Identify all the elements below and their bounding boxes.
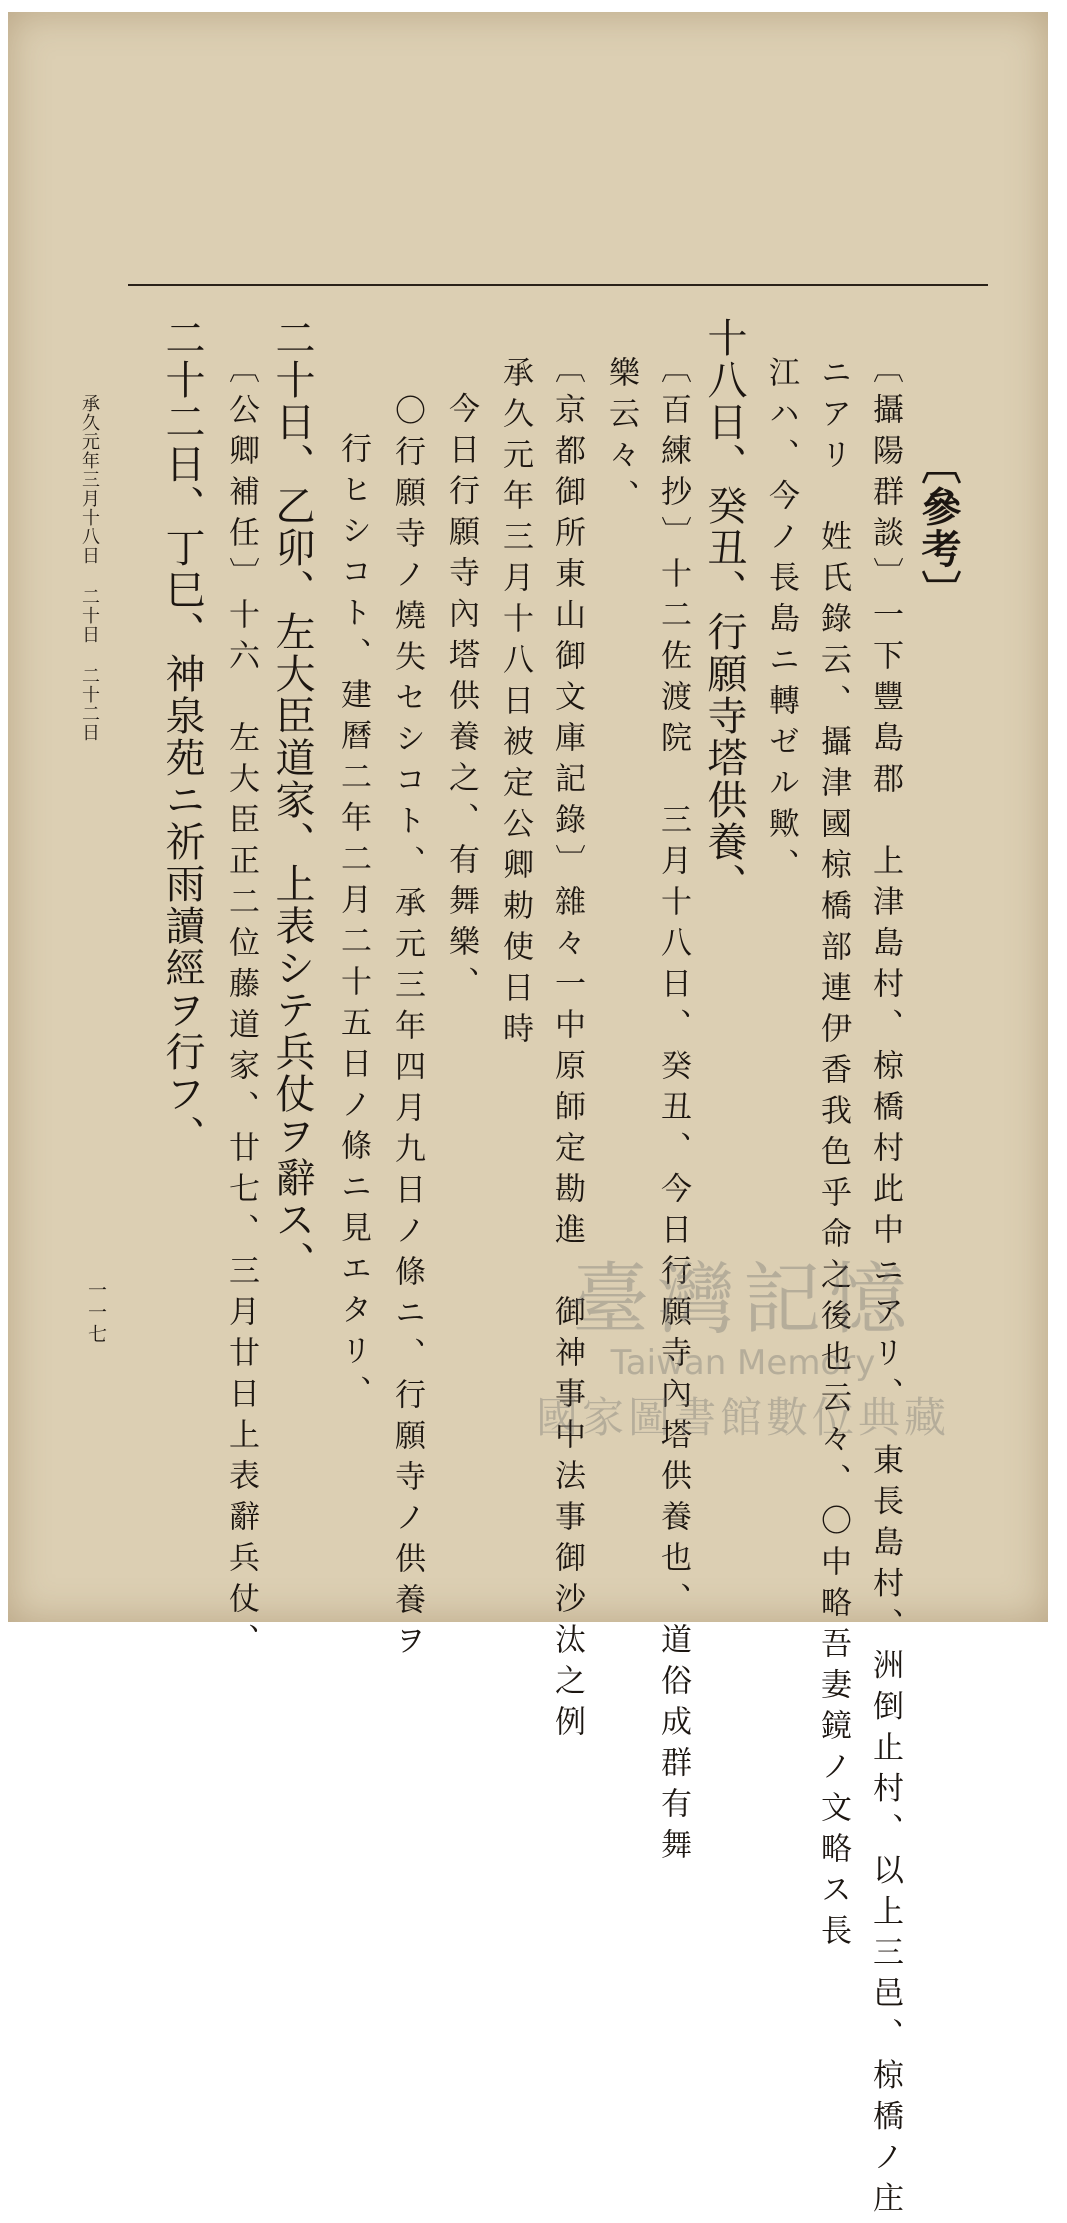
text-column: 〇行願寺ノ燒失セシコト、承元三年四月九日ノ條ニ、行願寺ノ供養ヲ: [389, 394, 425, 1665]
watermark-line: 國家圖書館數位典藏: [535, 1393, 950, 1442]
text-column: 今日行願寺內塔供養之、有舞樂、: [443, 392, 479, 1007]
text-column: 江ハ、今ノ長島ニ轉ゼル歟、: [763, 356, 799, 889]
book-page: [8, 12, 1048, 2223]
text-column: ニアリ 姓氏錄云、攝津國椋橋部連伊香我色乎命之後也云々、〇中略吾妻鏡ノ文略ス長: [815, 356, 851, 1955]
text-column: 〔京都御所東山御文庫記錄〕雜々一中原師定勘進 御神事中法事御沙汰之例: [549, 352, 585, 1746]
page-number: 一一七: [85, 1280, 107, 1346]
entry-heading: 十八日、癸丑、行願寺塔供養、: [701, 317, 747, 905]
text-column: 承久元年三月十八日被定公卿勅使日時: [497, 356, 533, 1053]
watermark: [463, 1237, 1023, 1445]
margin-header: 承久元年三月十八日 二十日 二十二日: [79, 394, 100, 742]
text-column: 行ヒシコト、建曆二年二月二十五日ノ條ニ見エタリ、: [335, 432, 371, 1416]
header-rule: [128, 284, 988, 286]
text-column: 〔百練抄〕十二佐渡院 三月十八日、癸丑、今日行願寺內塔供養也、道俗成群有舞: [655, 352, 691, 1869]
entry-heading: 二十二日、丁巳、神泉苑ニ祈雨讀經ヲ行フ、: [159, 317, 205, 1157]
entry-heading: 二十日、乙卯、左大臣道家、上表シテ兵仗ヲ辭ス、: [269, 317, 315, 1283]
text-column: 樂云々、: [603, 356, 639, 520]
text-column: 〔攝陽群談〕一下豐島郡 上津島村、椋橋村此中ニアリ、 東長島村、洲倒止村、以上三邑、椋橋ノ庄: [867, 352, 903, 2223]
watermark-title: 臺灣記憶: [570, 1255, 915, 1345]
watermark-subtitle: Taiwan Memory: [610, 1343, 876, 1383]
text-column: 〔公卿補任〕十六 左大臣正二位藤道家、廿七、三月廿日上表辭兵仗、: [223, 352, 259, 1664]
reference-heading: 〔參考〕: [915, 444, 962, 612]
